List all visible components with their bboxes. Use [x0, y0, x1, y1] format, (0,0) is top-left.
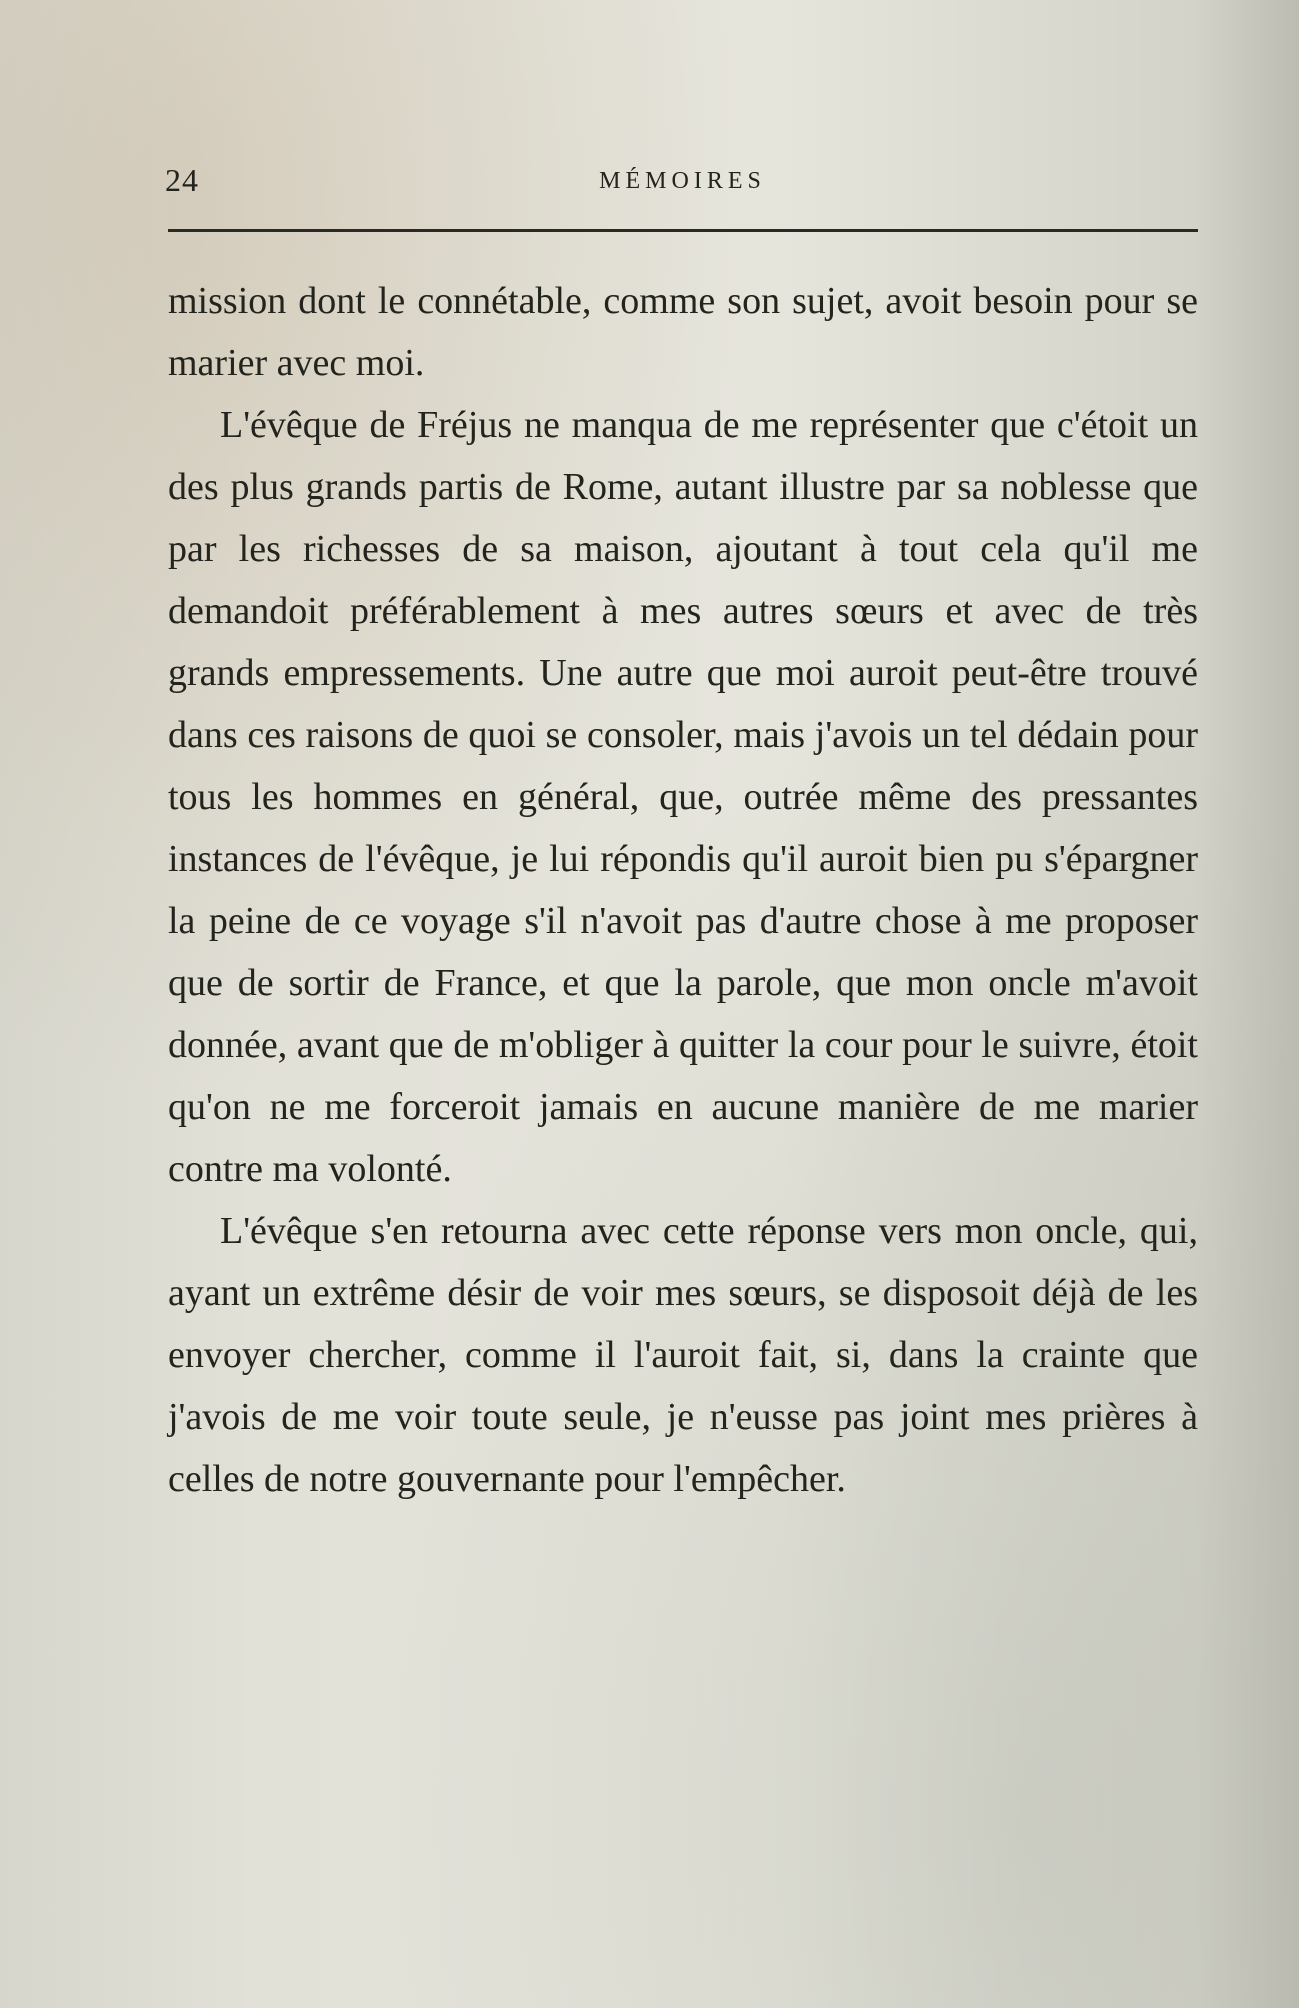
body-text — [168, 270, 1198, 1510]
header-rule — [168, 229, 1198, 232]
paragraph-continued: mission dont le connétable, comme son sujet, avoit besoin pour se marier avec moi. — [168, 280, 1198, 384]
paragraph: L'évêque de Fréjus ne manqua de me représenter que c'étoit un des plus grands partis de Rome, autant illustre par sa noblesse que par les richesses de sa maison, ajoutant à tout cela qu'il me demandoit préférablement à mes autres sœurs et avec de très grands empressements. Une autre que moi auroit peut-être trouvé dans ces raisons de quoi se consoler, mais j'avois un tel dédain pour tous les hommes en général, que, outrée même des pressantes instances de l'évêque, je lui répondis qu'il auroit bien pu s'épargner la peine de ce voyage s'il n'avoit pas d'autre chose à me proposer que de sortir de France, et que la parole, que mon oncle m'avoit donnée, avant que de m'obliger à quitter la cour pour le suivre, étoit qu'on ne me forceroit jamais en aucune manière de me marier contre ma volonté. — [168, 404, 1198, 1190]
page-number: 24 — [165, 162, 199, 198]
running-head — [165, 162, 1200, 212]
paragraph: L'évêque s'en retourna avec cette réponse vers mon oncle, qui, ayant un extrême désir de voir mes sœurs, se disposoit déjà de les envoyer chercher, comme il l'auroit fait, si, dans la crainte que j'avois de me voir toute seule, je n'eusse pas joint mes prières à celles de notre gouvernante pour l'empêcher. — [168, 1210, 1198, 1500]
running-title: MÉMOIRES — [599, 168, 766, 194]
